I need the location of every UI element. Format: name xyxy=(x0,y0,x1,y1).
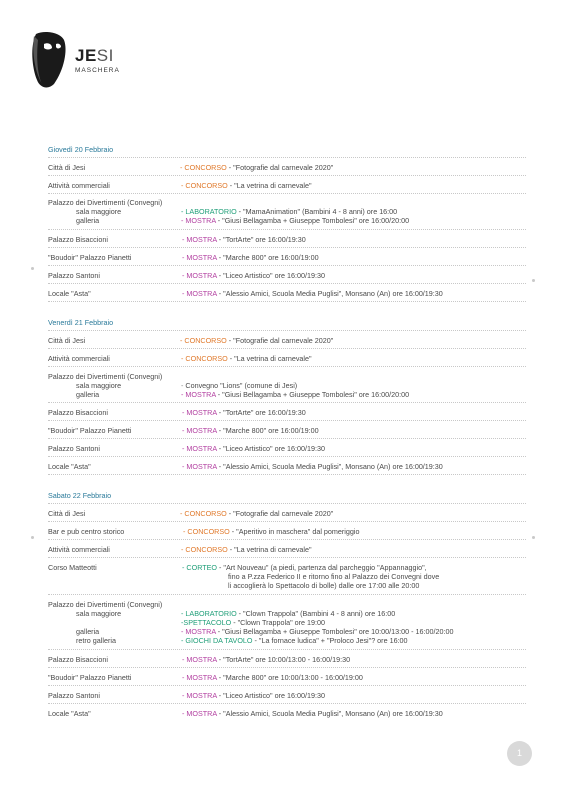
event-continuation: fino a P.zza Federico II e ritorno fino al Palazzo dei Convegni dove xyxy=(228,572,440,581)
event: - LABORATORIO - "MamaAnimation" (Bambini 4 - 8 anni) ore 16:00 xyxy=(181,207,398,216)
separator xyxy=(48,539,526,540)
sub-venue: galleria xyxy=(76,390,100,399)
venue: "Boudoir" Palazzo Pianetti xyxy=(48,253,132,262)
separator xyxy=(48,703,526,704)
day-title: Venerdì 21 Febbraio xyxy=(48,318,114,327)
separator xyxy=(48,456,526,457)
logo-subtitle: MASCHERA xyxy=(75,67,120,74)
sub-venue: retro galleria xyxy=(76,636,116,645)
page-number: 1 xyxy=(507,741,532,766)
event-tag: MOSTRA xyxy=(186,655,217,664)
venue: Locale "Asta" xyxy=(48,709,91,718)
event-tag: CONCORSO xyxy=(185,354,228,363)
venue: Palazzo Santoni xyxy=(48,271,100,280)
event: - MOSTRA - "Alessio Amici, Scuola Media Puglisi", Monsano (An) ore 16:00/19:30 xyxy=(182,709,443,718)
event: - CONCORSO - "La vetrina di carnevale" xyxy=(181,354,312,363)
separator xyxy=(48,301,526,302)
event: - CONCORSO - "La vetrina di carnevale" xyxy=(181,545,312,554)
event-tag: CONCORSO xyxy=(184,336,227,345)
event-tag: MOSTRA xyxy=(186,253,217,262)
separator xyxy=(48,438,526,439)
venue: Città di Jesi xyxy=(48,163,86,172)
event: - MOSTRA - "Liceo Artistico" ore 16:00/19:30 xyxy=(182,271,325,280)
event: - GIOCHI DA TAVOLO - "La fornace ludica" + "Proloco Jesi"? ore 16:00 xyxy=(181,636,408,645)
sub-venue: galleria xyxy=(76,216,100,225)
event-tag: MOSTRA xyxy=(186,426,217,435)
event-tag: CONCORSO xyxy=(185,181,228,190)
event-tag: MOSTRA xyxy=(186,691,217,700)
event: - MOSTRA - "Giusi Bellagamba + Giuseppe Tombolesi" ore 10:00/13:00 - 16:00/20:00 xyxy=(181,627,454,636)
event: - CONCORSO - "Fotografie dal carnevale 2020" xyxy=(180,509,334,518)
separator xyxy=(48,157,526,158)
event: - MOSTRA - "Alessio Amici, Scuola Media Puglisi", Monsano (An) ore 16:00/19:30 xyxy=(182,462,443,471)
side-dot xyxy=(532,279,535,282)
event: - MOSTRA - "Liceo Artistico" ore 16:00/19:30 xyxy=(182,691,325,700)
venue: Locale "Asta" xyxy=(48,289,91,298)
event: - MOSTRA - "Marche 800" ore 16:00/19:00 xyxy=(182,426,319,435)
separator xyxy=(48,265,526,266)
event-tag: CONCORSO xyxy=(184,163,227,172)
separator xyxy=(48,330,526,331)
separator xyxy=(48,402,526,403)
event-tag: MOSTRA xyxy=(185,216,216,225)
event-tag: LABORATORIO xyxy=(185,609,237,618)
separator xyxy=(48,247,526,248)
venue: "Boudoir" Palazzo Pianetti xyxy=(48,673,132,682)
event-tag: MOSTRA xyxy=(185,627,216,636)
venue: Attività commerciali xyxy=(48,181,110,190)
separator xyxy=(48,474,526,475)
venue: Palazzo dei Divertimenti (Convegni) xyxy=(48,600,163,609)
day-title: Sabato 22 Febbraio xyxy=(48,491,112,500)
event: - MOSTRA - "Giusi Bellagamba + Giuseppe Tombolesi" ore 16:00/20:00 xyxy=(181,390,410,399)
sub-venue: sala maggiore xyxy=(76,207,122,216)
event-tag: MOSTRA xyxy=(186,289,217,298)
event-tag: MOSTRA xyxy=(186,673,217,682)
venue: Palazzo Santoni xyxy=(48,691,100,700)
event: - CONCORSO - "La vetrina di carnevale" xyxy=(181,181,312,190)
event-tag: CONCORSO xyxy=(187,527,230,536)
venue: Corso Matteotti xyxy=(48,563,97,572)
separator xyxy=(48,503,526,504)
mask-icon xyxy=(30,30,70,90)
venue: Palazzo dei Divertimenti (Convegni) xyxy=(48,372,163,381)
separator xyxy=(48,521,526,522)
event: -SPETTACOLO - "Clown Trappola" ore 19:00 xyxy=(181,618,326,627)
separator xyxy=(48,283,526,284)
separator xyxy=(48,348,526,349)
event: - MOSTRA - "Alessio Amici, Scuola Media Puglisi", Monsano (An) ore 16:00/19:30 xyxy=(182,289,443,298)
event: - Convegno "Lions" (comune di Jesi) xyxy=(181,381,298,390)
side-dot xyxy=(31,267,34,270)
venue: Locale "Asta" xyxy=(48,462,91,471)
separator xyxy=(48,557,526,558)
venue: Palazzo Bisaccioni xyxy=(48,235,108,244)
venue: Città di Jesi xyxy=(48,509,86,518)
side-dot xyxy=(31,536,34,539)
event-continuation: li accoglierà lo Spettacolo di bolle) dalle ore 17:00 alle 20:00 xyxy=(228,581,420,590)
venue: Palazzo dei Divertimenti (Convegni) xyxy=(48,198,163,207)
sub-venue: sala maggiore xyxy=(76,381,122,390)
event: - CONCORSO - "Fotografie dal carnevale 2020" xyxy=(180,336,334,345)
separator xyxy=(48,685,526,686)
event: - MOSTRA - "Liceo Artistico" ore 16:00/19:30 xyxy=(182,444,325,453)
event: - MOSTRA - "TortArte" ore 16:00/19:30 xyxy=(182,235,306,244)
separator xyxy=(48,667,526,668)
separator xyxy=(48,229,526,230)
event: - CORTEO - "Art Nouveau" (a piedi, partenza dal parcheggio "Appannaggio", xyxy=(182,563,427,572)
sub-venue: sala maggiore xyxy=(76,609,122,618)
venue: Palazzo Bisaccioni xyxy=(48,408,108,417)
event-tag: MOSTRA xyxy=(186,444,217,453)
separator xyxy=(48,175,526,176)
venue: Palazzo Bisaccioni xyxy=(48,655,108,664)
logo-brand: JESI xyxy=(75,46,114,65)
separator xyxy=(48,420,526,421)
separator xyxy=(48,193,526,194)
event-tag: CONCORSO xyxy=(185,545,228,554)
event-tag: SPETTACOLO xyxy=(183,618,232,627)
event: - LABORATORIO - "Clown Trappola" (Bambini 4 - 8 anni) ore 16:00 xyxy=(181,609,396,618)
event: - CONCORSO - "Fotografie dal carnevale 2020" xyxy=(180,163,334,172)
sub-venue: galleria xyxy=(76,627,100,636)
event-tag: MOSTRA xyxy=(186,271,217,280)
venue: Palazzo Santoni xyxy=(48,444,100,453)
event-tag: LABORATORIO xyxy=(185,207,237,216)
side-dot xyxy=(532,536,535,539)
event-tag: MOSTRA xyxy=(185,390,216,399)
event: - MOSTRA - "Marche 800" ore 16:00/19:00 xyxy=(182,253,319,262)
day-title: Giovedì 20 Febbraio xyxy=(48,145,114,154)
event-tag: CONCORSO xyxy=(184,509,227,518)
event-tag: MOSTRA xyxy=(186,462,217,471)
event: - MOSTRA - "TortArte" ore 16:00/19:30 xyxy=(182,408,306,417)
separator xyxy=(48,594,526,595)
event: - MOSTRA - "TortArte" ore 10:00/13:00 - 16:00/19:30 xyxy=(182,655,351,664)
jesi-maschera-logo xyxy=(30,30,130,90)
event-tag: CORTEO xyxy=(186,563,218,572)
event-tag: MOSTRA xyxy=(186,408,217,417)
venue: Città di Jesi xyxy=(48,336,86,345)
event: - CONCORSO - "Aperitivo in maschera" dal pomeriggio xyxy=(183,527,360,536)
venue: Attività commerciali xyxy=(48,354,110,363)
event-tag: GIOCHI DA TAVOLO xyxy=(185,636,253,645)
venue: Bar e pub centro storico xyxy=(48,527,125,536)
venue: "Boudoir" Palazzo Pianetti xyxy=(48,426,132,435)
separator xyxy=(48,366,526,367)
event: - MOSTRA - "Giusi Bellagamba + Giuseppe Tombolesi" ore 16:00/20:00 xyxy=(181,216,410,225)
event-tag: MOSTRA xyxy=(186,235,217,244)
event-tag: MOSTRA xyxy=(186,709,217,718)
event: - MOSTRA - "Marche 800" ore 10:00/13:00 - 16:00/19:00 xyxy=(182,673,363,682)
separator xyxy=(48,649,526,650)
venue: Attività commerciali xyxy=(48,545,110,554)
